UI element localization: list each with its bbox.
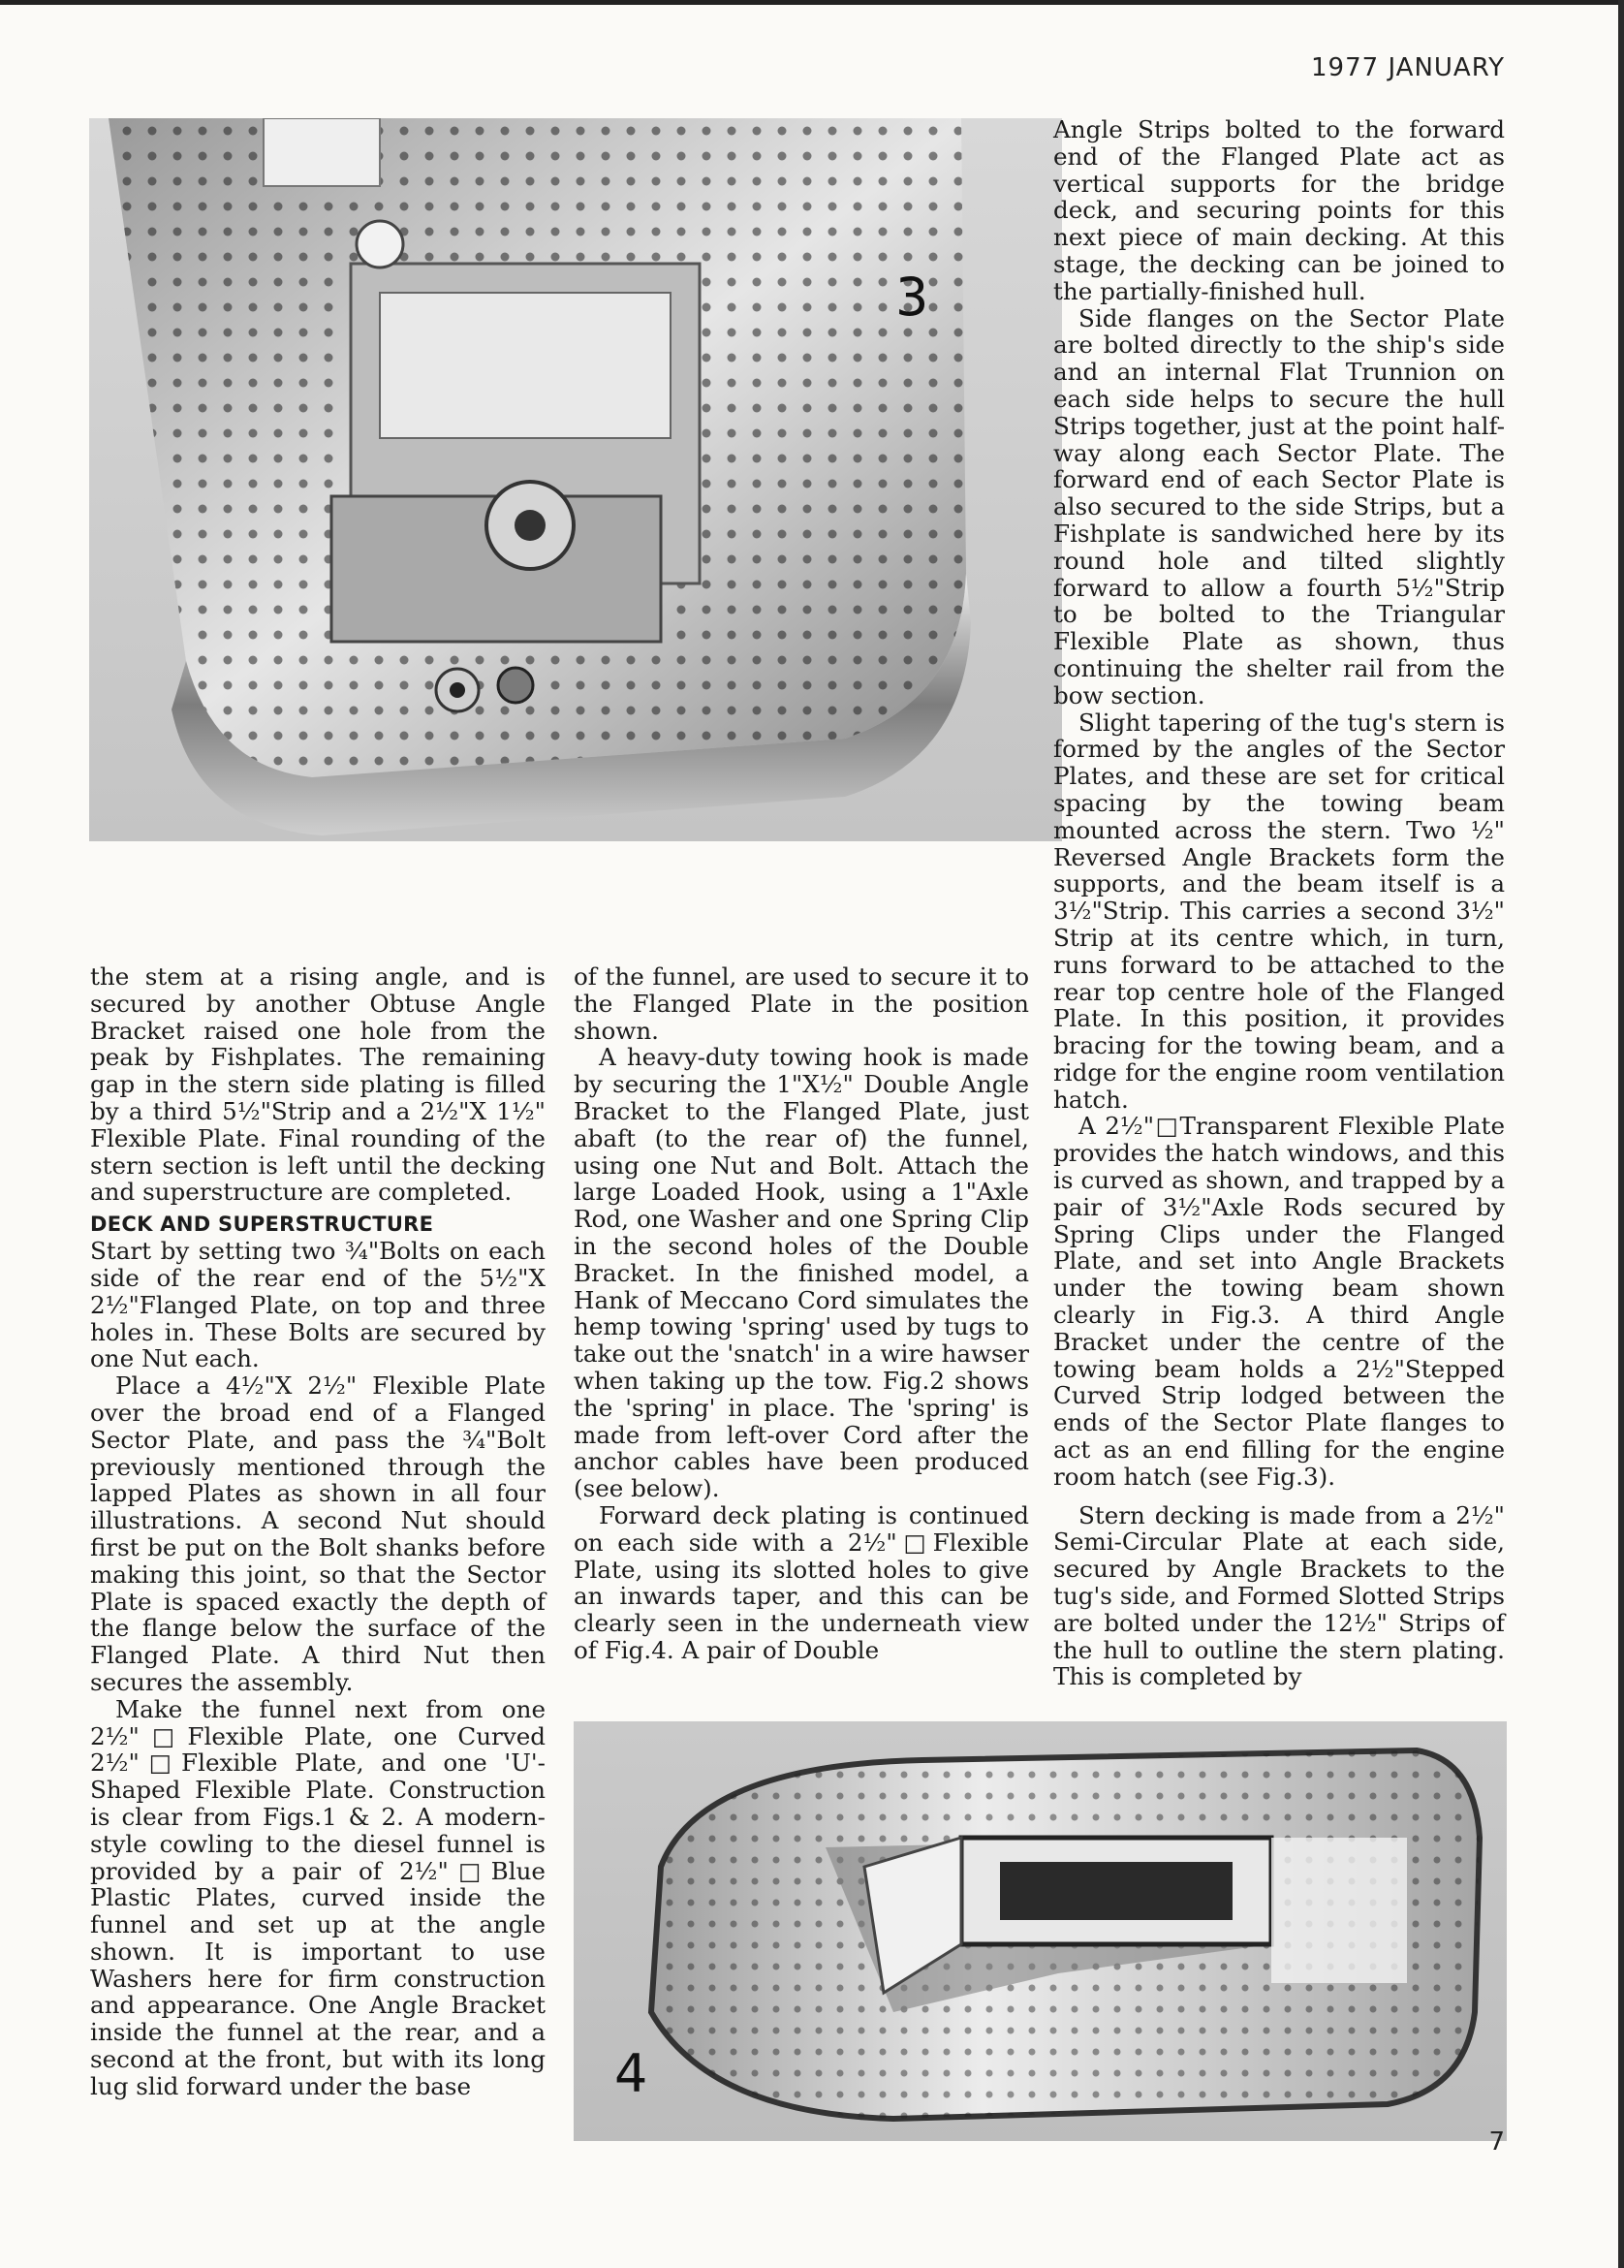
col1-paragraph-1: the stem at a rising angle, and is secured by another Obtuse Angle Bracket raised one hole from the peak by Fishplates. The remaining gap in the stern side plating is filled by a third 5½"Strip and a 2½"X 1½" Flexible Plate. Final rounding of the stern section is left until the decking and superstructure are completed.: [90, 962, 546, 1207]
figure-4-illustration: [574, 1721, 1507, 2141]
issue-header: 1977 JANUARY: [1311, 53, 1505, 82]
figure-4-label: 4: [614, 2043, 648, 2104]
page-right-edge: [1618, 0, 1624, 2268]
figure-3-illustration: [89, 118, 1062, 841]
col2-paragraph-2: A heavy-duty towing hook is made by securing the 1"X½" Double Angle Bracket to the Flanged Plate, just abaft (to the rear of) the funnel, using one Nut and Bolt. Attach the large Loaded Hook, using a 1"Axle Rod, one Washer and one Spring Clip in the second holes of the Double Bracket. In the finished model, a Hank of Meccano Cord simulates the hemp towing 'spring' used by tugs to take out the 'snatch' in a wire hawser when taking up the tow. Fig.2 shows the 'spring' in place. The 'spring' is made from left-over Cord after the anchor cables have been produced (see below).: [574, 1043, 1029, 1503]
col1-paragraph-4: Make the funnel next from one 2½"□Flexible Plate, one Curved 2½"□Flexible Plate, and one 'U'-Shaped Flexible Plate. Construction is clear from Figs.1 & 2. A modern-style cowling to the diesel funnel is provided by a pair of 2½"□Blue Plastic Plates, curved inside the funnel and set up at the angle shown. It is important to use Washers here for firm construction and appearance. One Angle Bracket inside the funnel at the rear, and a second at the front, but with its long lug slid forward under the base: [90, 1694, 546, 2100]
col3-paragraph-3: Slight tapering of the tug's stern is formed by the angles of the Sector Plates, and these are set for critical spacing by the towing beam mounted across the stern. Two ½" Reversed Angle Brackets form the supports, and the beam itself is a 3½"Strip. This carries a second 3½" Strip at its centre which, in turn, runs forward to be attached to the rear top centre hole of the Flanged Plate. In this position, it provides bracing for the towing beam, and a ridge for the engine room ventilation hatch.: [1053, 708, 1505, 1114]
figure-3-photo: [89, 118, 1062, 841]
column-2: [574, 963, 1029, 1664]
col1-paragraph-3: Place a 4½"X 2½" Flexible Plate over the broad end of a Flanged Sector Plate, and pass the ¾"Bolt previously mentioned through the lapped Plates as shown in all four illustrations. A second Nut should first be put on the Bolt shanks before making this joint, so that the Sector Plate is spaced exactly the depth of the flange below the surface of the Flanged Plate. A third Nut then secures the assembly.: [90, 1371, 546, 1696]
col2-paragraph-1: of the funnel, are used to secure it to the Flanged Plate in the position shown.: [574, 962, 1029, 1045]
figure-4-photo: [574, 1721, 1507, 2141]
page-number: 7: [1488, 2127, 1505, 2157]
col2-paragraph-3: Forward deck plating is continued on each side with a 2½"□Flexible Plate, using its slotted holes to give an inwards taper, and this can be clearly seen in the underneath view of Fig.4. A pair of Double: [574, 1500, 1029, 1664]
col3-paragraph-4: A 2½"□Transparent Flexible Plate provides the hatch windows, and this is curved as shown, and trapped by a pair of 3½"Axle Rods secured by Spring Clips under the Flanged Plate, and set into Angle Brackets under the towing beam shown clearly in Fig.3. A third Angle Bracket under the centre of the towing beam holds a 2½"Stepped Curved Strip lodged between the ends of the Sector Plate flanges to act as an end filling for the engine room hatch (see Fig.3).: [1053, 1112, 1505, 1491]
col3-paragraph-1: Angle Strips bolted to the forward end of the Flanged Plate act as vertical supports for the bridge deck, and securing points for this next piece of main decking. At this stage, the decking can be joined to the partially-finished hull.: [1053, 115, 1505, 305]
figure-3-label: 3: [895, 267, 929, 328]
col3-paragraph-2: Side flanges on the Sector Plate are bolted directly to the ship's side and an internal Flat Trunnion on each side helps to secure the hull Strips together, just at the point half-way along each Sector Plate. The forward end of each Sector Plate is also secured to the side Strips, but a Fishplate is sandwiched here by its round hole and tilted slightly forward to allow a fourth 5½"Strip to be bolted to the Triangular Flexible Plate as shown, thus continuing the shelter rail from the bow section.: [1053, 303, 1505, 709]
col3-paragraph-5: Stern decking is made from a 2½" Semi-Circular Plate at each side, secured by Angle Brackets to the tug's side, and Formed Slotted Strips are bolted under the 12½" Strips of the hull to outline the stern plating. This is completed by: [1053, 1500, 1505, 1691]
column-1: [90, 963, 546, 2100]
col1-paragraph-2: Start by setting two ¾"Bolts on each side of the rear end of the 5½"X 2½"Flanged Plate, on top and three holes in. These Bolts are secured by one Nut each.: [90, 1237, 546, 1373]
section-heading-deck-and-superstructure: DECK AND SUPERSTRUCTURE: [90, 1213, 434, 1237]
page-top-border: [0, 0, 1624, 5]
column-3: [1053, 116, 1505, 1690]
